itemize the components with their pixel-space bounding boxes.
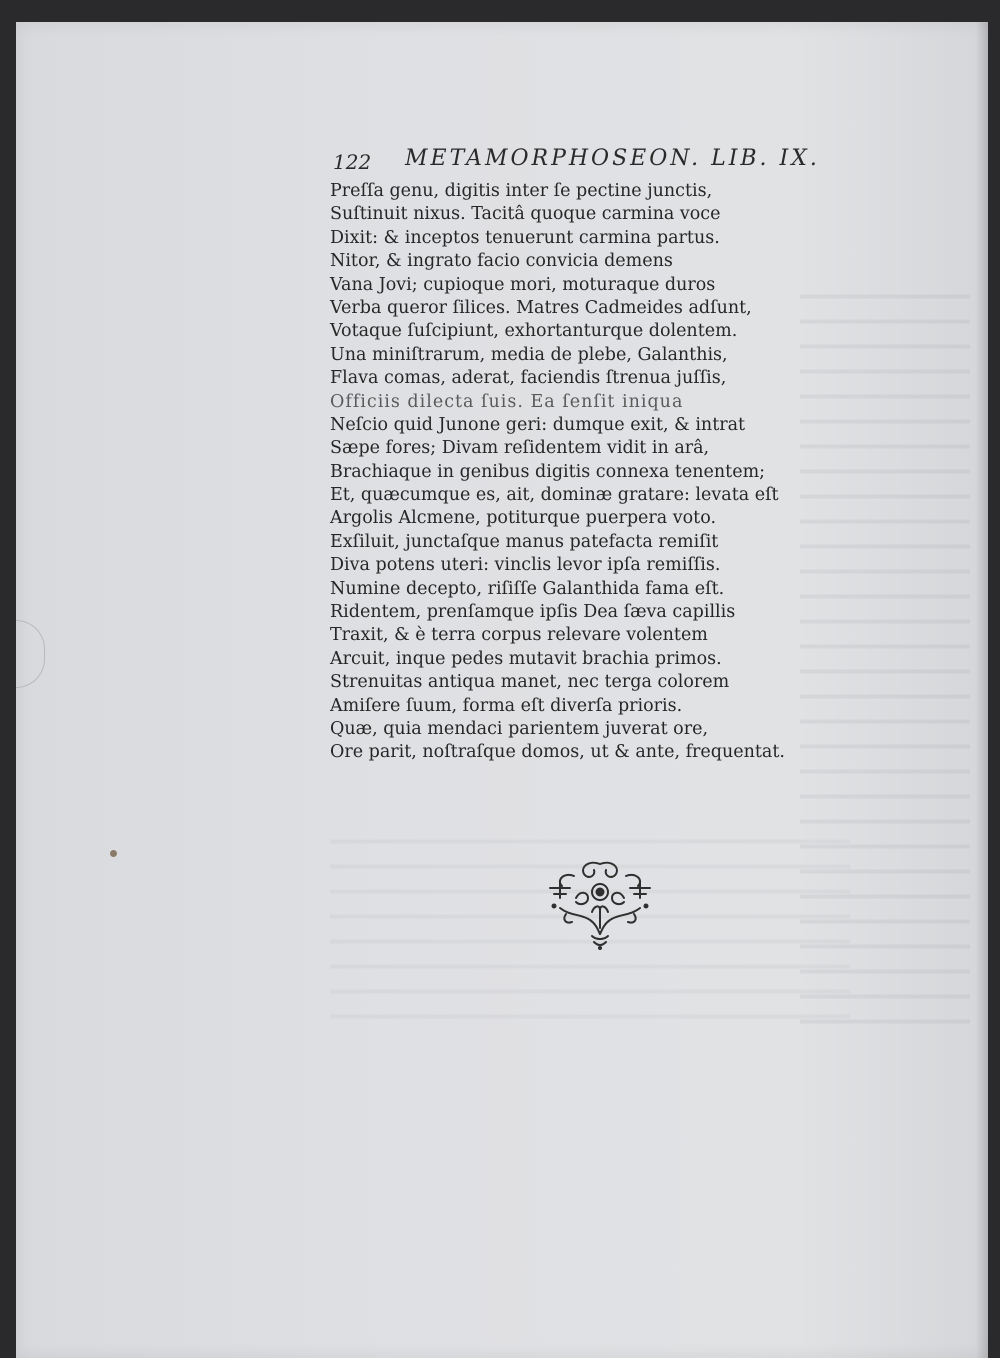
paper-speck (110, 850, 117, 857)
verse-line: Strenuitas antiqua manet, nec terga colorem (330, 672, 730, 693)
verse-line: Traxit, & è terra corpus relevare volentem (330, 625, 708, 646)
page-number: 122 (333, 150, 372, 174)
page-gutter-shadow (976, 22, 988, 1358)
verse-line: Votaque ſuſcipiunt, exhortanturque dolentem. (330, 321, 738, 342)
verse-line: Et, quæcumque es, ait, dominæ gratare: levata eſt (330, 485, 779, 506)
verse-line: Officiis dilecta ſuis. Ea ſenſit iniqua (330, 391, 684, 412)
verse-line: Arcuit, inque pedes mutavit brachia primos. (330, 648, 722, 669)
verse-line: Argolis Alcmene, potiturque puerpera voto. (330, 508, 717, 529)
running-title: METAMORPHOSEON. LIB. IX. (405, 146, 820, 171)
verse-line: Sæpe fores; Divam reſidentem vidit in arâ, (330, 438, 710, 459)
verse-line: Preſſa genu, digitis inter ſe pectine junctis, (330, 181, 713, 201)
verse-text (330, 180, 800, 765)
verse-line: Verba queror ſilices. Matres Cadmeides adſunt, (330, 297, 752, 318)
verse-line: Ridentem, prenſamque ipſis Dea ſæva capillis (330, 602, 736, 623)
verse-line: Ore parit, noſtraſque domos, ut & ante, frequentat. (330, 742, 785, 763)
verse-line: Una miniſtrarum, media de plebe, Galanthis, (330, 344, 728, 365)
verse-line: Suſtinuit nixus. Tacitâ quoque carmina voce (330, 204, 721, 225)
floral-tailpiece-icon (540, 858, 660, 950)
verse-line: Nitor, & ingrato facio convicia demens (330, 251, 673, 272)
verse-line: Diva potens uteri: vinclis levor ipſa remiſſis. (330, 555, 721, 576)
verse-line: Neſcio quid Junone geri: dumque exit, & intrat (330, 414, 746, 435)
verse-line: Dixit: & inceptos tenuerunt carmina partus. (330, 227, 720, 248)
verse-line: Brachiaque in genibus digitis connexa tenentem; (330, 461, 766, 482)
verse-line: Exſiluit, junctaſque manus patefacta remiſit (330, 531, 719, 552)
page-header (333, 144, 820, 174)
verse-line: Amiſere ſuum, forma eſt diverſa prioris. (330, 695, 683, 716)
verse-line: Flava comas, aderat, faciendis ſtrenua juſſis, (330, 368, 727, 389)
verse-line: Quæ, quia mendaci parientem juverat ore, (330, 718, 709, 739)
verse-line: Vana Jovi; cupioque mori, moturaque duros (330, 274, 716, 295)
verse-line: Numine decepto, riſiſſe Galanthida fama eſt. (330, 578, 725, 599)
